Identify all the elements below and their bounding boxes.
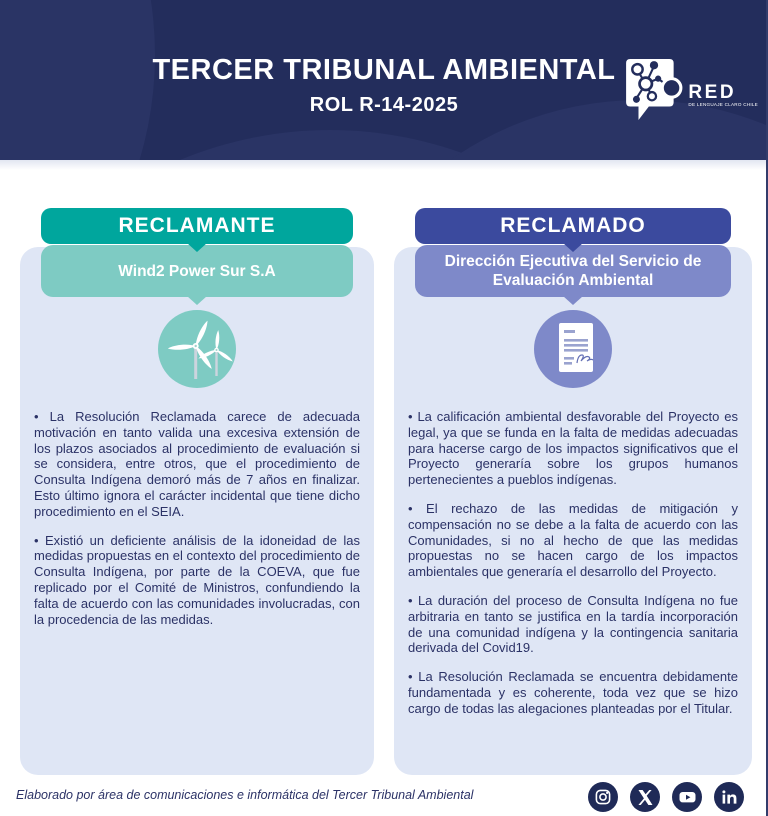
document-signature-icon bbox=[534, 310, 612, 388]
claimant-name-box bbox=[41, 245, 353, 297]
down-arrow-tip bbox=[187, 296, 207, 305]
footer-credit: Elaborado por área de comunicaciones e informática del Tercer Tribunal Ambiental bbox=[16, 788, 474, 802]
down-arrow-tip bbox=[563, 243, 583, 252]
claimant-argument-1: • La Resolución Reclamada carece de adecuada motivación en tanto valida una excesiva extensión de los plazos asociados al procedimiento de evaluación si se considera, entre otros, que el procedimiento de Consulta Indígena demoró más de 7 años en finalizar. Esto último ignora el carácter incidental que tiene dicho procedimiento en el SEIA. bbox=[34, 409, 360, 519]
header-banner bbox=[0, 0, 768, 160]
logo-tagline: DE LENGUAJE CLARO CHILE bbox=[688, 102, 758, 107]
linkedin-icon[interactable] bbox=[714, 782, 744, 812]
red-lenguaje-claro-logo bbox=[623, 56, 758, 129]
respondent-name: Dirección Ejecutiva del Servicio de Evaluación Ambiental bbox=[444, 253, 702, 289]
claimant-name: Wind2 Power Sur S.A bbox=[118, 262, 276, 280]
instagram-icon[interactable] bbox=[588, 782, 618, 812]
logo-text bbox=[688, 84, 758, 107]
page-title: TERCER TRIBUNAL AMBIENTAL bbox=[152, 53, 616, 86]
down-arrow-tip bbox=[563, 296, 583, 305]
speech-bubble-network-icon bbox=[623, 56, 685, 129]
respondent-argument-4: • La Resolución Reclamada se encuentra debidamente fundamentada y es coherente, toda vez que se hizo cargo de todas las alegaciones planteadas por el Titular. bbox=[408, 669, 738, 716]
respondent-argument-2: • El rechazo de las medidas de mitigación y compensación no se debe a la falta de acuerdo con las Comunidades, si no al hecho de que las medidas propuestas no se hacen cargo de los impactos ambientales que generaría el desarrollo del Proyecto. bbox=[408, 500, 738, 580]
x-twitter-icon[interactable] bbox=[630, 782, 660, 812]
respondent-argument-3: • La duración del proceso de Consulta Indígena no fue arbitraria en tanto se justifica en la tardía incorporación de una comunidad indígena y la contingencia sanitaria derivada del Covid19. bbox=[408, 592, 738, 656]
social-links bbox=[588, 782, 744, 812]
respondent-role-label: RECLAMADO bbox=[500, 214, 646, 237]
respondent-argument-1: • La calificación ambiental desfavorable del Proyecto es legal, ya que se funda en la falta de medidas adecuadas para hacerse cargo de los impactos significativos que el Proyecto generaría sobre los grupos humanos pertenecientes a pueblos indígenas. bbox=[408, 409, 738, 488]
respondent-column bbox=[394, 208, 752, 775]
wind-turbine-icon bbox=[158, 310, 236, 388]
claimant-column bbox=[20, 208, 374, 775]
down-arrow-tip bbox=[187, 243, 207, 252]
case-number: ROL R-14-2025 bbox=[309, 93, 459, 116]
claimant-role-label: RECLAMANTE bbox=[118, 214, 276, 237]
banner-shadow bbox=[0, 160, 768, 170]
claimant-arguments bbox=[34, 409, 360, 627]
respondent-arguments bbox=[408, 409, 738, 717]
claimant-argument-2: • Existió un deficiente análisis de la idoneidad de las medidas propuestas en el contexto del procedimiento de Consulta Indígena, por parte de la COEVA, que fue replicado por el Comité de Ministros, confundiendo la falta de acuerdo con las comunidades involucradas, con la procedencia de las medidas. bbox=[34, 532, 360, 627]
logo-name: RED bbox=[688, 82, 737, 103]
respondent-role-header bbox=[415, 208, 731, 244]
youtube-icon[interactable] bbox=[672, 782, 702, 812]
respondent-name-box bbox=[415, 245, 731, 297]
claimant-role-header bbox=[41, 208, 353, 244]
